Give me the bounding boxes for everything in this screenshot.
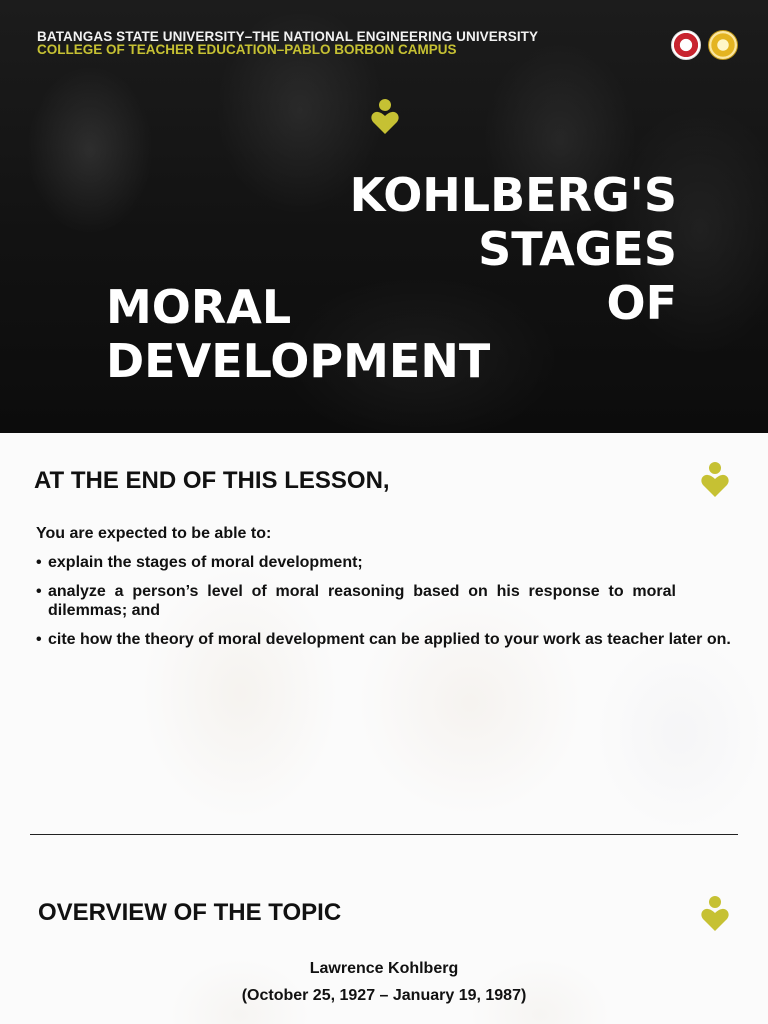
objective-text: analyze a person’s level of moral reasoning based on his response to moral dilemmas; and [48, 583, 676, 619]
title-line-3: MORAL [106, 280, 292, 334]
slide-title-bottom [106, 280, 526, 388]
person-heart-icon [701, 895, 729, 933]
person-heart-icon [701, 461, 729, 499]
university-seal-logo [671, 30, 701, 60]
list-item [36, 553, 732, 572]
person-dates: (October 25, 1927 – January 19, 1987) [241, 987, 527, 1004]
overview-slide [0, 865, 768, 1024]
title-slide [0, 0, 768, 433]
slide-divider [30, 834, 738, 835]
title-line-1: KOHLBERG'S STAGES [349, 168, 677, 276]
objectives-heading: AT THE END OF THIS LESSON, [34, 467, 390, 494]
person-name: Lawrence Kohlberg [309, 960, 459, 977]
objective-text: cite how the theory of moral development can be applied to your work as teacher later on. [48, 631, 731, 648]
person-heart-icon [371, 98, 399, 136]
list-item [36, 630, 732, 649]
college-name: COLLEGE OF TEACHER EDUCATION–PABLO BORBON CAMPUS [37, 42, 457, 57]
objectives-intro: You are expected to be able to: [36, 525, 272, 542]
overview-heading: OVERVIEW OF THE TOPIC [38, 899, 342, 926]
title-line-4: DEVELOPMENT [106, 334, 491, 388]
campus-seal-logo [708, 30, 738, 60]
list-item [36, 582, 676, 620]
university-name: BATANGAS STATE UNIVERSITY–THE NATIONAL ENGINEERING UNIVERSITY [37, 29, 539, 44]
objective-text: explain the stages of moral development; [48, 554, 363, 571]
title-line-2: OF [606, 276, 677, 330]
objectives-slide [0, 433, 768, 865]
objectives-list [36, 553, 732, 659]
